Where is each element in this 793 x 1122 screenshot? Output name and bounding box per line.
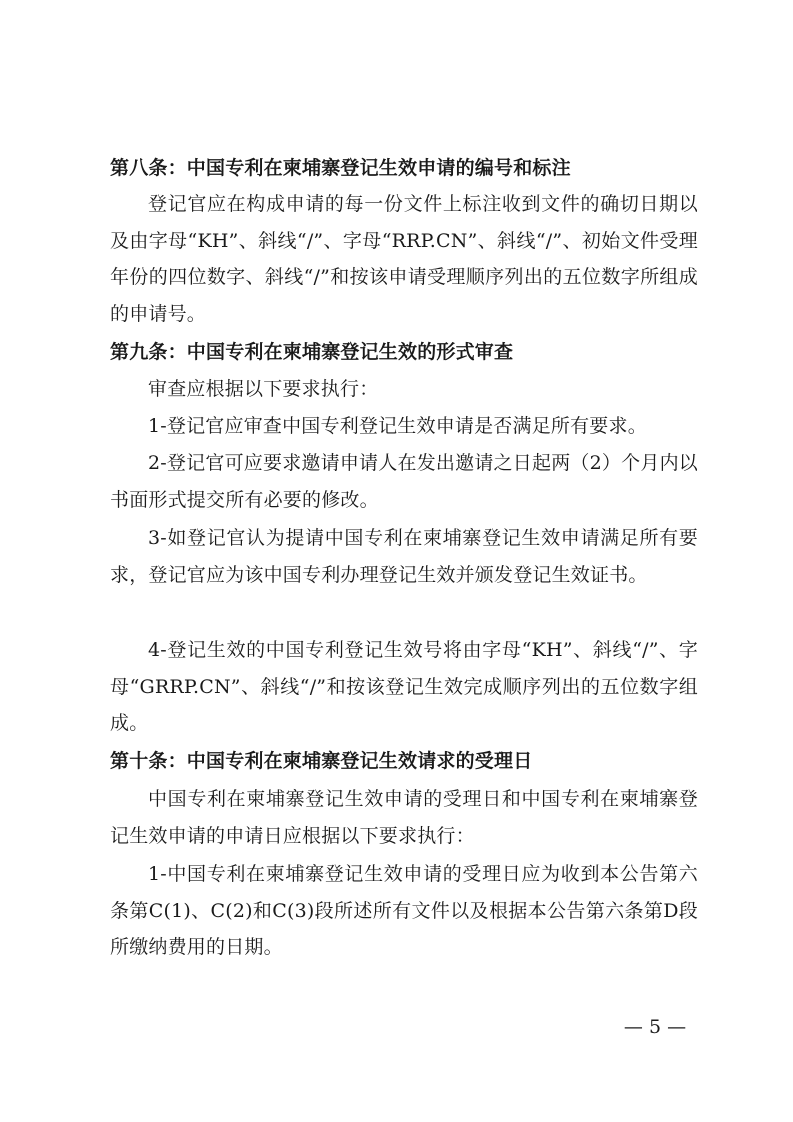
article-10-item-1: 1-中国专利在柬埔寨登记生效申请的受理日应为收到本公告第六条第C(1)、C(2)和C(3)段所述所有文件以及根据本公告第六条第D段所缴纳费用的日期。 <box>110 863 698 958</box>
article-10-paragraph-intro: 中国专利在柬埔寨登记生效申请的受理日和中国专利在柬埔寨登记生效申请的申请日应根据以下要求执行： <box>110 788 698 847</box>
article-9-heading: 第九条：中国专利在柬埔寨登记生效的形式审查 <box>110 341 514 363</box>
article-9-item-2: 2-登记官可应要求邀请申请人在发出邀请之日起两（2）个月内以书面形式提交所有必要的修改。 <box>110 452 698 511</box>
article-9-item-1: 1-登记官应审查中国专利登记生效申请是否满足所有要求。 <box>148 415 647 437</box>
article-8-heading: 第八条：中国专利在柬埔寨登记生效申请的编号和标注 <box>110 157 571 179</box>
article-9-paragraph-intro: 审查应根据以下要求执行： <box>148 378 379 400</box>
article-9-item-4: 4-登记生效的中国专利登记生效号将由字母“KH”、斜线“/”、字母“GRRP.CN”、斜线“/”和按该登记生效完成顺序列出的五位数字组成。 <box>110 639 698 734</box>
article-8-paragraph-1: 登记官应在构成申请的每一份文件上标注收到文件的确切日期以及由字母“KH”、斜线“/”、字母“RRP.CN”、斜线“/”、初始文件受理年份的四位数字、斜线“/”和按该申请受理顺序列出的五位数字所组成的申请号。 <box>110 193 698 325</box>
page-number: — 5 — <box>623 1016 687 1038</box>
article-9-item-3: 3-如登记官认为提请中国专利在柬埔寨登记生效申请满足所有要求，登记官应为该中国专利办理登记生效并颁发登记生效证书。 <box>110 527 698 586</box>
article-10-heading: 第十条：中国专利在柬埔寨登记生效请求的受理日 <box>110 750 533 772</box>
